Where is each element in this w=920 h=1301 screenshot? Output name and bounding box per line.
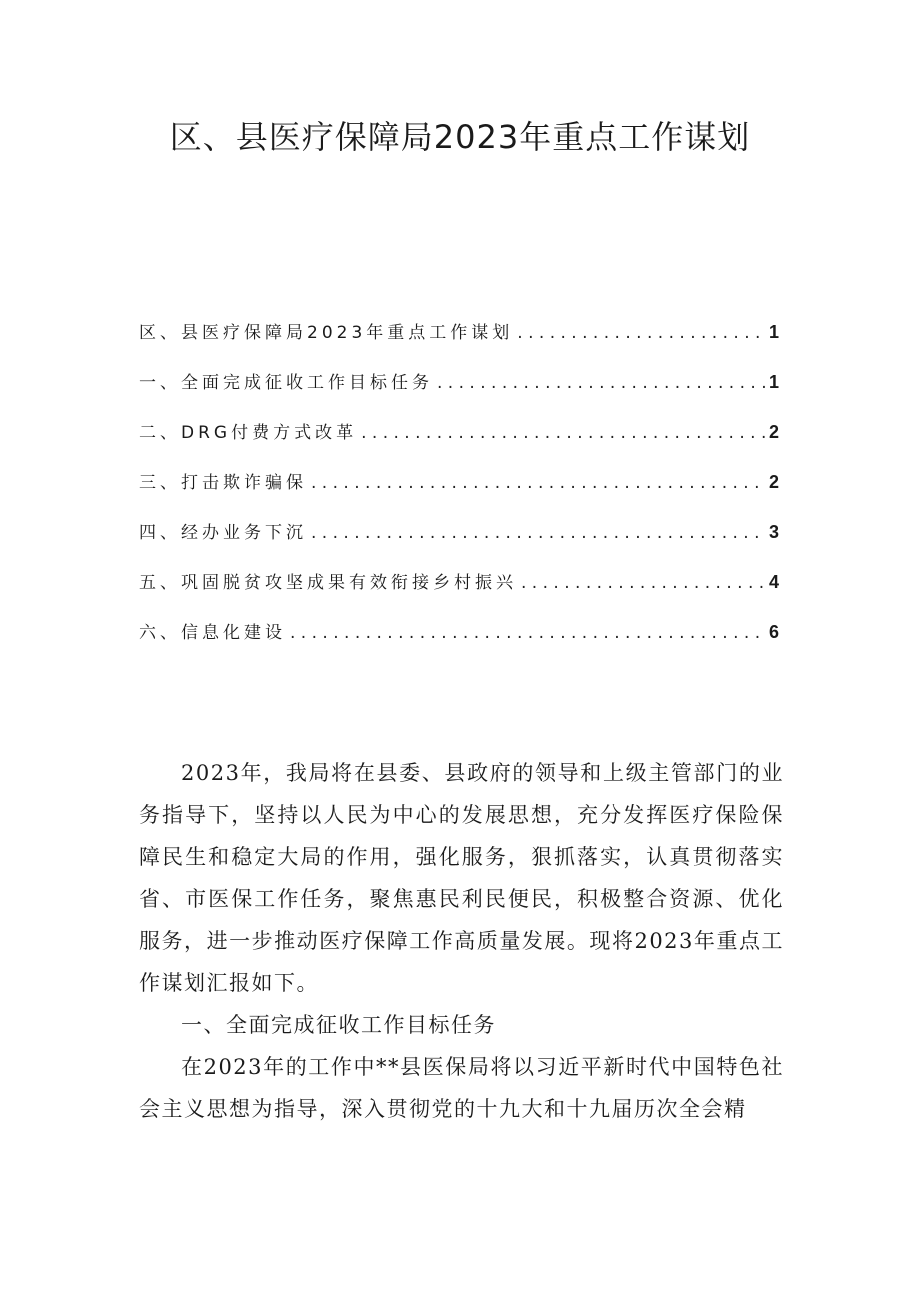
toc-entry[interactable]	[139, 368, 779, 418]
toc-entry-text: 四、经办业务下沉	[139, 523, 307, 543]
toc-entry-text: 三、打击欺诈骗保	[139, 473, 307, 493]
toc-page-number: 2	[768, 422, 779, 442]
toc-leader-dots	[311, 473, 765, 493]
toc-entry[interactable]	[139, 468, 779, 518]
toc-entry-text: 五、巩固脱贫攻坚成果有效衔接乡村振兴	[139, 573, 517, 593]
toc-leader-dots	[521, 573, 765, 593]
toc-entry-text: 区、县医疗保障局2023年重点工作谋划	[139, 323, 514, 343]
toc-page-number: 3	[768, 522, 779, 542]
section-heading: 一、全面完成征收工作目标任务	[181, 1013, 496, 1037]
toc-entry[interactable]	[139, 618, 779, 668]
toc-entry[interactable]	[139, 318, 779, 368]
toc-entry-text: 二、DRG付费方式改革	[139, 423, 358, 443]
section-paragraph: 在2023年的工作中**县医保局将以习近平新时代中国特色社会主义思想为指导，深入贯彻党的十九大和十九届历次全会精	[139, 1055, 784, 1121]
toc-page-number: 2	[768, 472, 779, 492]
toc-entry[interactable]	[139, 518, 779, 568]
toc-leader-dots	[361, 423, 765, 443]
toc-entry-text: 六、信息化建设	[139, 623, 286, 643]
toc-leader-dots	[290, 623, 765, 643]
toc-page-number: 4	[768, 572, 779, 592]
table-of-contents	[139, 318, 779, 668]
document-body	[139, 752, 784, 1130]
toc-page-number: 6	[768, 622, 779, 642]
intro-paragraph: 2023年，我局将在县委、县政府的领导和上级主管部门的业务指导下，坚持以人民为中心的发展思想，充分发挥医疗保险保障民生和稳定大局的作用，强化服务，狠抓落实，认真贯彻落实省、市医保工作任务，聚焦惠民利民便民，积极整合资源、优化服务，进一步推动医疗保障工作高质量发展。现将2023年重点工作谋划汇报如下。	[139, 761, 784, 995]
toc-entry[interactable]	[139, 418, 779, 468]
toc-leader-dots	[517, 323, 765, 343]
document-title: 区、县医疗保障局2023年重点工作谋划	[169, 118, 751, 156]
toc-entry-text: 一、全面完成征收工作目标任务	[139, 373, 433, 393]
toc-entry[interactable]	[139, 568, 779, 618]
toc-leader-dots	[437, 373, 765, 393]
toc-page-number: 1	[768, 322, 779, 342]
toc-page-number: 1	[768, 372, 779, 392]
toc-leader-dots	[311, 523, 765, 543]
